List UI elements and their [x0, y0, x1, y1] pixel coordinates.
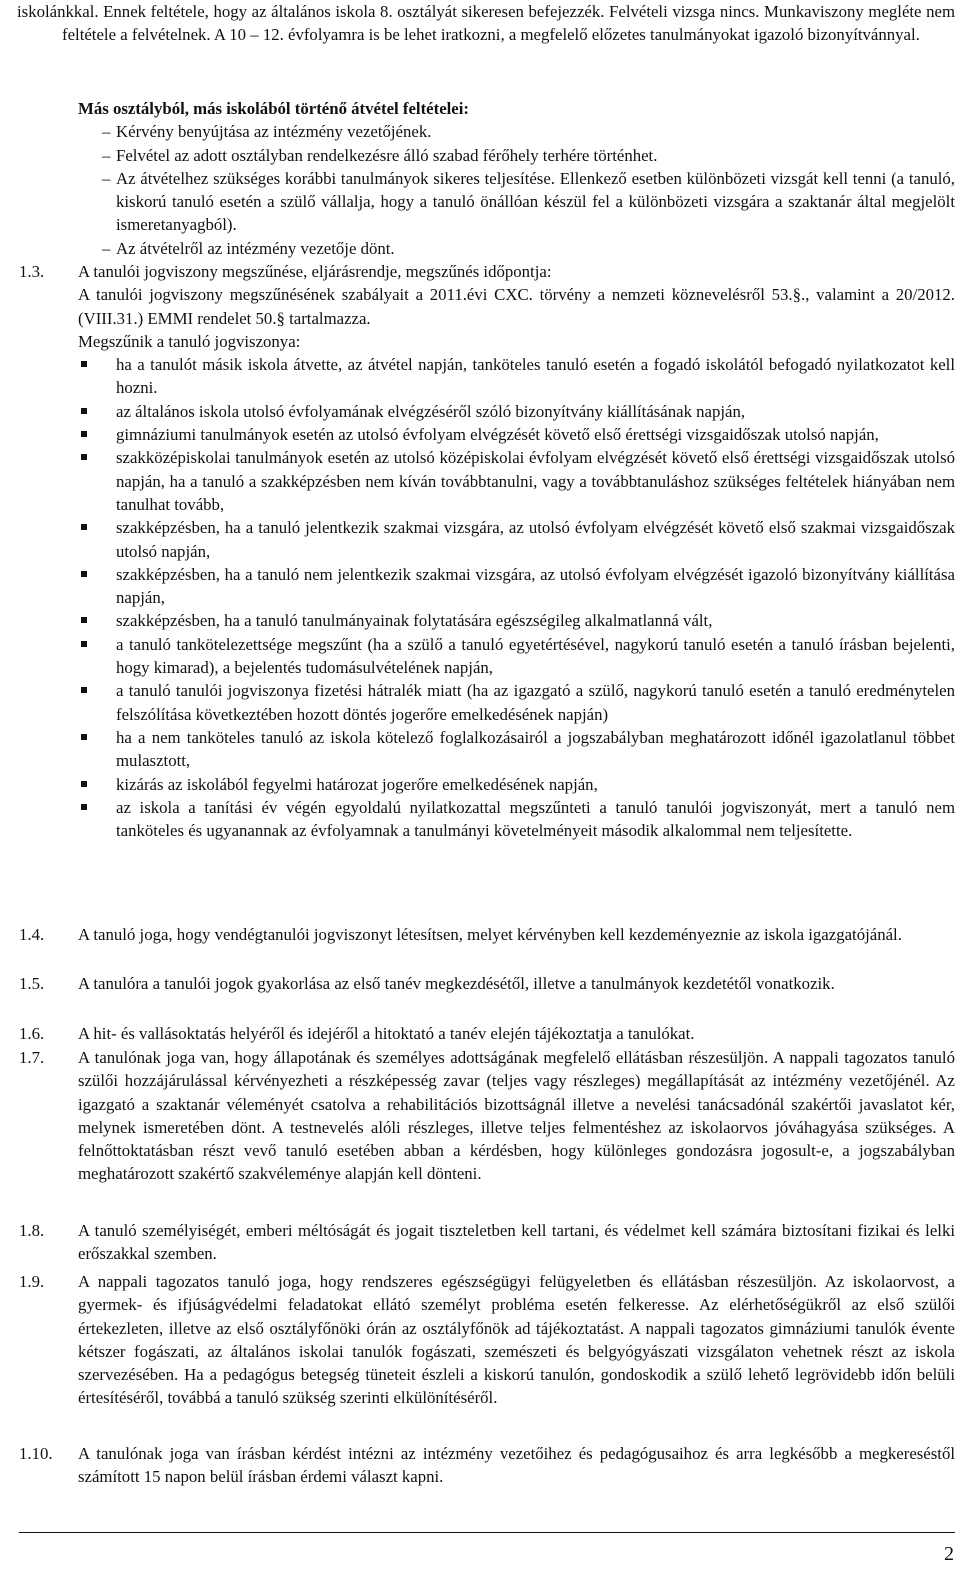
transfer-conditions — [76, 97, 955, 260]
dash-item — [76, 144, 955, 167]
list-item — [78, 773, 955, 796]
square-bullet-icon — [81, 571, 87, 577]
square-bullet-icon — [81, 408, 87, 414]
list-item-text: szakképzésben, ha a tanuló jelentkezik szakmai vizsgára, az utolsó évfolyam elvégzését követő első szakmai vizsgaidőszak utolsó napján, — [116, 518, 955, 561]
section-number: 1.5. — [19, 974, 45, 993]
list-item — [78, 633, 955, 680]
section-1-3 — [19, 260, 955, 842]
section-number: 1.6. — [19, 1024, 45, 1043]
square-bullet-icon — [81, 641, 87, 647]
section-1-9 — [19, 1270, 955, 1410]
section-number: 1.4. — [19, 925, 45, 944]
section-text: A hit- és vallásoktatás helyéről és idejéről a hitoktató a tanév elején tájékoztatja a tanulókat. — [78, 1024, 695, 1043]
list-item — [78, 563, 955, 610]
list-item-text: a tanuló tankötelezettsége megszűnt (ha a szülő a tanuló egyetértésével, nagykorú tanuló esetén a tanuló írásban bejelenti, hogy kimarad), a bejelentés tudomásulvételének napján, — [116, 634, 955, 678]
list-item — [78, 400, 955, 423]
dash-item — [76, 237, 955, 260]
section-lead: Megszűnik a tanuló jogviszonya: — [78, 331, 301, 351]
square-bullet-icon — [81, 524, 87, 530]
termination-list — [78, 353, 955, 842]
section-1-6 — [19, 1022, 955, 1045]
section-1-7 — [19, 1046, 955, 1186]
dash-item — [76, 120, 955, 143]
list-item — [78, 726, 955, 773]
section-law-text: A tanulói jogviszony megszűnésének szabályait a 2011.évi CXC. törvény a nemzeti köznevelésről 53.§., valamint a 20/2012.(VIII.31.) EMMI rendelet 50.§ tartalmazza. — [78, 285, 955, 328]
square-bullet-icon — [81, 687, 87, 693]
section-text: A tanulónak joga van, hogy állapotának és személyes adottságának megfelelő ellátásban részesüljön. A nappali tagozatos tanuló szülői hozzájárulással kérvényezheti a részképesség zavar (teljes vagy részleges) megállapítását az intézmény vezetőjénél. Az igazgató a szaktanár véleményét csatolva a rehabilitációs bizottságnál illetve a nevelési tanácsadónál szakértői javaslatot kér, melynek ismeretében dönt. A testnevelés alóli részleges, illetve teljes felmentéshez az iskolaorvos jóváhagyása szükséges. A felnőttoktatásban részt vevő tanuló esetében abban a kérdésben, hogy különleges gondozásra jogosult-e, a jogszabályban meghatározott szakértő szakvéleménye alapján kell dönteni. — [78, 1048, 955, 1184]
dash-marker: – — [102, 145, 111, 165]
footer-divider — [19, 1532, 955, 1533]
dash-item-text: Az átvételről az intézmény vezetője dönt. — [116, 238, 395, 258]
intro-text: iskolánkkal. Ennek feltétele, hogy az általános iskola 8. osztályát sikeresen befejezzék. Felvételi vizsga nincs. Munkaviszony megléte nem feltétele a felvételnek. A 10 – 12. évfolyamra is be lehet iratkozni, a megfelelő előzetes tanulmányokat igazoló bizonyítvánnyal. — [17, 2, 955, 45]
dash-item-text: Kérvény benyújtása az intézmény vezetőjének. — [116, 122, 432, 142]
list-item — [78, 609, 955, 632]
section-number: 1.8. — [19, 1221, 45, 1240]
section-text: A nappali tagozatos tanuló joga, hogy rendszeres egészségügyi felügyeletben és ellátásban részesüljön. Az iskolaorvost, a gyermek- és ifjúságvédelmi feladatokat ellátó személyt probléma esetén felkeresse. Az elérhetőségükről az első szülői értekezleten, illetve az első osztályfőnöki órán az osztályfőnök ad tájékoztatást. A nappali tagozatos gimnáziumi tanulók évente kétszer fogászati, az általános iskolai tanulók fogászati, szemészeti és belgyógyászati vizsgálaton vehetnek részt az iskola szervezésében. Ha a pedagógus betegség tüneteit észleli a kiskorú tanulón, gondoskodik a szülő lehető legrövidebb időn belüli értesítéséről, továbbá a tanuló szükség szerinti elkülönítéséről. — [78, 1272, 955, 1408]
section-number: 1.3. — [19, 262, 45, 281]
section-number: 1.7. — [19, 1048, 45, 1067]
list-item — [78, 679, 955, 726]
list-item — [78, 353, 955, 400]
list-item — [78, 446, 955, 516]
list-item-text: ha a tanulót másik iskola átvette, az átvétel napján, tanköteles tanuló esetén a fogadó iskolától befogadó nyilatkozatot kell hozni. — [116, 355, 955, 398]
section-number: 1.10. — [19, 1444, 53, 1463]
section-number: 1.9. — [19, 1272, 45, 1291]
section-text: A tanulónak joga van írásban kérdést intézni az intézmény vezetőihez és pedagógusaihoz és arra legkésőbb a megkereséstől számított 15 napon belül írásban érdemi választ kapni. — [78, 1444, 955, 1487]
square-bullet-icon — [81, 361, 87, 367]
square-bullet-icon — [81, 454, 87, 460]
square-bullet-icon — [81, 781, 87, 787]
section-text: A tanulóra a tanulói jogok gyakorlása az első tanév megkezdésétől, illetve a tanulmányok kezdetétől vonatkozik. — [78, 974, 835, 993]
section-1-5 — [19, 972, 955, 995]
list-item-text: az iskola a tanítási év végén egyoldalú nyilatkozattal megszűnteti a tanuló tanulói jogviszonyát, mert a tanuló nem tanköteles és ugyanannak az évfolyamnak a tanulmányi követelményeit második alkalommal nem teljesítette. — [116, 797, 955, 841]
list-item-text: a tanuló tanulói jogviszonya fizetési hátralék miatt (ha az igazgató a szülő, nagykorú tanuló esetén a tanuló eredménytelen felszólítása következtében hozott döntés jogerőre emelkedésének napján) — [116, 681, 955, 724]
list-item-text: szakképzésben, ha a tanuló tanulmányainak folytatására egészségileg alkalmatlanná vált, — [116, 611, 713, 631]
section-title: A tanulói jogviszony megszűnése, eljárásrendje, megszűnés időpontja: — [78, 262, 552, 281]
transfer-heading: Más osztályból, más iskolából történő átvétel feltételei: — [78, 99, 470, 118]
dash-marker: – — [102, 238, 111, 258]
section-1-8 — [19, 1219, 955, 1266]
list-item-text: az általános iskola utolsó évfolyamának elvégzéséről szóló bizonyítvány kiállításának napján, — [116, 401, 746, 421]
dash-item-text: Felvétel az adott osztályban rendelkezésre álló szabad férőhely terhére történhet. — [116, 145, 658, 165]
dash-item — [76, 167, 955, 237]
dash-item-text: Az átvételhez szükséges korábbi tanulmányok sikeres teljesítése. Ellenkező esetben különbözeti vizsgát kell tenni (a tanuló, kiskorú tanuló esetén a szülő vállalja, hogy a tanuló önállóan készül fel a különbözeti vizsgára a szaktanár által megjelölt ismeretanyagból). — [116, 168, 955, 235]
square-bullet-icon — [81, 431, 87, 437]
list-item-text: gimnáziumi tanulmányok esetén az utolsó évfolyam elvégzését követő első érettségi vizsgaidőszak utolsó napján, — [116, 425, 879, 445]
list-item — [78, 516, 955, 563]
list-item-text: szakközépiskolai tanulmányok esetén az utolsó középiskolai évfolyam elvégzését követő első érettségi vizsgaidőszak utolsó napján, ha a tanuló a szakképzésben nem kíván továbbtanulni, vagy a továbbtanuláshoz szükséges feltételek hiányában nem tanulhat tovább, — [116, 448, 955, 514]
section-text: A tanuló személyiségét, emberi méltóságát és jogait tiszteletben kell tartani, és védelmet kell számára biztosítani fizikai és lelki erőszakkal szemben. — [78, 1221, 955, 1264]
dash-marker: – — [102, 122, 111, 142]
list-item-text: szakképzésben, ha a tanuló nem jelentkezik szakmai vizsgára, az utolsó évfolyam elvégzését igazoló bizonyítvány kiállítása napján, — [116, 564, 955, 608]
section-text: A tanuló joga, hogy vendégtanulói jogviszonyt létesítsen, melyet kérvényben kell kezdeményeznie az iskola igazgatójánál. — [78, 925, 902, 944]
square-bullet-icon — [81, 734, 87, 740]
section-1-10 — [19, 1442, 955, 1489]
square-bullet-icon — [81, 804, 87, 810]
page-number: 2 — [944, 1543, 954, 1565]
list-item-text: ha a nem tanköteles tanuló az iskola kötelező foglalkozásairól a jogszabályban meghatározott időnél igazolatlanul többet mulasztott, — [116, 727, 955, 771]
dash-marker: – — [102, 168, 111, 188]
list-item-text: kizárás az iskolából fegyelmi határozat jogerőre emelkedésének napján, — [116, 774, 598, 794]
section-1-4 — [19, 923, 955, 946]
list-item — [78, 423, 955, 446]
intro-paragraph — [17, 0, 955, 47]
square-bullet-icon — [81, 617, 87, 623]
list-item — [78, 796, 955, 843]
